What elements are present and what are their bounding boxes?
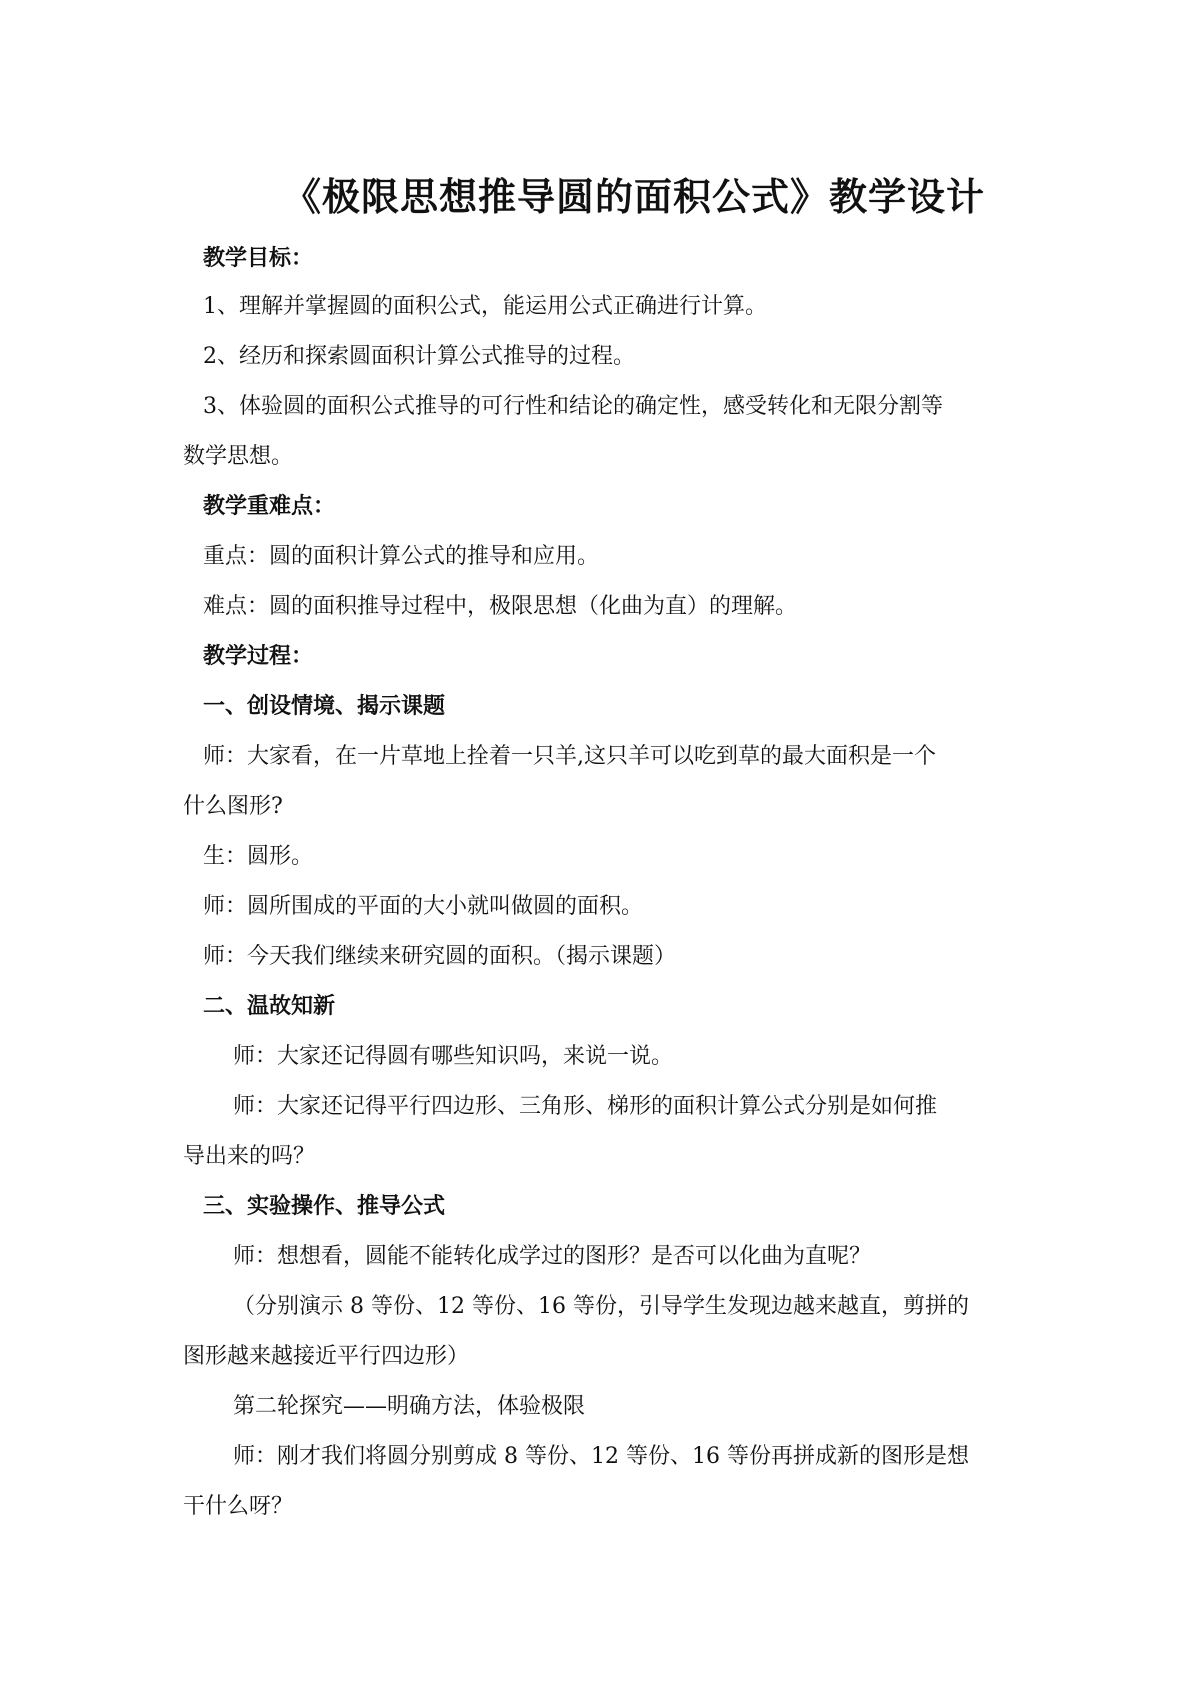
paragraph-line: 师：圆所围成的平面的大小就叫做圆的面积。: [203, 894, 644, 919]
section-heading-1: 一、创设情境、揭示课题: [203, 694, 446, 719]
paragraph-line: 难点：圆的面积推导过程中，极限思想（化曲为直）的理解。: [203, 594, 798, 619]
paragraph-line: 师：想想看，圆能不能转化成学过的图形？是否可以化曲为直呢？: [233, 1244, 872, 1269]
paragraph-line: 1、理解并掌握圆的面积公式，能运用公式正确进行计算。: [203, 294, 767, 319]
paragraph-line: 师：大家还记得平行四边形、三角形、梯形的面积计算公式分别是如何推: [233, 1094, 938, 1119]
section-heading-3: 三、实验操作、推导公式: [203, 1194, 446, 1219]
paragraph-line: 师：今天我们继续来研究圆的面积。（揭示课题）: [203, 944, 677, 969]
paragraph-line: 导出来的吗？: [183, 1144, 316, 1169]
paragraph-line: 数学思想。: [183, 444, 294, 469]
paragraph-line: 什么图形?: [183, 794, 283, 819]
paragraph-line: 师：刚才我们将圆分别剪成 8 等份、12 等份、16 等份再拼成新的图形是想: [233, 1444, 969, 1469]
paragraph-line: （分别演示 8 等份、12 等份、16 等份，引导学生发现边越来越直，剪拼的: [233, 1294, 969, 1319]
paragraph-line: 重点：圆的面积计算公式的推导和应用。: [203, 544, 600, 569]
paragraph-line: 干什么呀？: [183, 1494, 294, 1519]
paragraph-line: 第二轮探究——明确方法，体验极限: [233, 1394, 586, 1419]
paragraph-line: 师：大家还记得圆有哪些知识吗，来说一说。: [233, 1044, 674, 1069]
heading-key-points: 教学重难点：: [203, 494, 336, 519]
paragraph-line: 生：圆形。: [203, 844, 314, 869]
paragraph-line: 2、经历和探索圆面积计算公式推导的过程。: [203, 344, 635, 369]
paragraph-line: 师：大家看，在一片草地上拴着一只羊,这只羊可以吃到草的最大面积是一个: [203, 744, 936, 769]
heading-objectives: 教学目标：: [203, 246, 314, 271]
paragraph-line: 3、体验圆的面积公式推导的可行性和结论的确定性，感受转化和无限分割等: [203, 394, 943, 419]
document-title: 《极限思想推导圆的面积公式》教学设计: [283, 175, 986, 219]
paragraph-line: 图形越来越接近平行四边形）: [183, 1344, 470, 1369]
heading-process: 教学过程：: [203, 644, 314, 669]
section-heading-2: 二、温故知新: [203, 994, 336, 1019]
